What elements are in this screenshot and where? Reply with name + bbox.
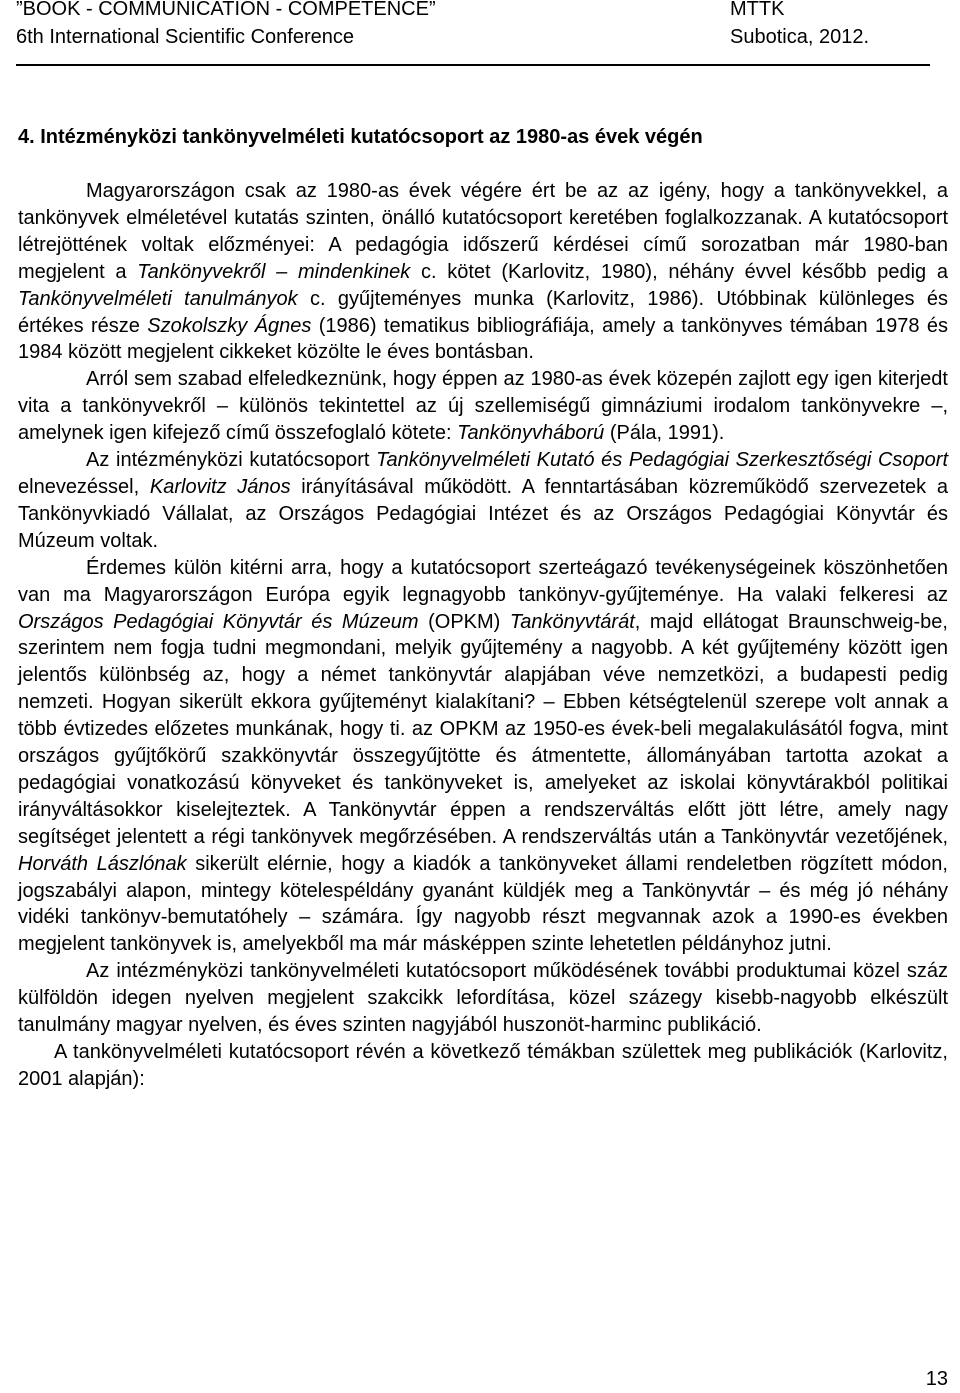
- library-name: Tankönyvtárát: [509, 610, 635, 633]
- paragraph-6: [18, 1039, 948, 1093]
- text-run: A tankönyvelméleti kutatócsoport révén a következő témákban születtek meg publikációk (Karlovitz, 2001 alapján):: [18, 1041, 948, 1090]
- institution-name: Országos Pedagógiai Könyvtár és Múzeum: [18, 610, 419, 633]
- text-run: Arról sem szabad elfeledkeznünk, hogy éppen az 1980-as évek közepén zajlott egy igen kiterjedt vita a tankönyvekről – különös tekintettel az új szellemiségű gimnáziumi irodalom tankönyvekre –, amelynek igen kifejező című összefoglaló kötete:: [18, 368, 948, 445]
- paragraph-5: [18, 958, 948, 1039]
- book-title: Tankönyvelméleti tanulmányok: [18, 287, 298, 310]
- text-run: (OPKM): [418, 610, 510, 633]
- author-name: Szokolszky Ágnes: [147, 314, 312, 337]
- text-run: elnevezéssel,: [18, 475, 150, 498]
- text-run: c. gyűjteményes munka (Karlovitz, 1986). Utóbbinak különleges és értékes része: [18, 287, 949, 337]
- paragraph-4: [18, 555, 948, 959]
- text-run: sikerült elérnie, hogy a kiadók a tankönyveket állami rendeletben rögzített módon, jogszabályi alapon, mintegy kötelespéldány gyanánt küldjék meg a Tankönyvtár – és még jó néhány vidéki tankönyv-bemutatóhely – számára. Így nagyobb részt megvannak azok a 1990-es években megjelent tankönyvek is, amelyekből ma már másképpen szinte lehetetlen példányhoz jutni.: [18, 852, 948, 956]
- page-header: [16, 0, 930, 66]
- location-date: Subotica, 2012.: [730, 26, 869, 48]
- text-run: irányításával működött. A fenntartásában közreműködő szervezetek a Tankönyvkiadó Vállalat, az Országos Pedagógiai Intézet és az Országos Pedagógiai Könyvtár és Múzeum voltak.: [18, 475, 948, 552]
- text-run: c. kötet (Karlovitz, 1980), néhány évvel később pedig a: [410, 260, 948, 283]
- group-name: Tankönyvelméleti Kutató és Pedagógiai Szerkesztőségi Csoport: [376, 449, 949, 472]
- paragraph-1: [18, 178, 948, 366]
- book-title: Tankönyvekről – mindenkinek: [137, 260, 411, 283]
- institution-label: MTTK: [730, 0, 785, 20]
- text-run: Az intézményközi kutatócsoport: [86, 449, 377, 472]
- page-number: 13: [925, 1368, 948, 1390]
- conference-title: ”BOOK - COMMUNICATION - COMPETENCE”: [16, 0, 436, 20]
- text-run: , majd ellátogat Braunschweig-be, szerintem nem fogja tudni megmondani, melyik gyűjtemény a nagyobb. A két gyűjtemény között igen jelentős különbség az, hogy a német tankönyvtár alapjában véve nemzetközi, a budapesti pedig nemzeti. Hogyan sikerült ekkora gyűjteményt kialakítani? – Ebben kétségtelenül szerepe volt annak a több évtizedes előzetes munkának, hogy ti. az OPKM az 1950-es évek-beli megalakulásától fogva, mint országos gyűjtőkörű szakkönyvtár összegyűjtötte és átmentette, állományában tartotta azokat a pedagógiai vonatkozású könyveket és tankönyveket is, amelyeket az iskolai könyvtárakból politikai irányváltásokkor kiselejteztek. A Tankönyvtár éppen a rendszerváltás előtt jött létre, amely nagy segítséget jelentett a régi tankönyvek megőrzésében. A rendszerváltás után a Tankönyvtár vezetőjének,: [18, 610, 948, 848]
- body-text: [18, 178, 948, 1093]
- paragraph-3: [18, 447, 948, 555]
- text-run: Magyarországon csak az 1980-as évek végére ért be az az igény, hogy a tankönyvekkel, a tankönyvek elméletével kutatás szinten, önálló kutatócsoport keretében foglalkozzanak. A kutatócsoport létrejöttének voltak előzményei: A pedagógia időszerű kérdései című sorozatban már 1980-ban megjelent a: [18, 180, 948, 283]
- header-row-1: [16, 0, 930, 22]
- section-heading: 4. Intézményközi tankönyvelméleti kutatócsoport az 1980-as évek végén: [18, 126, 703, 148]
- conference-subtitle: 6th International Scientific Conference: [16, 26, 354, 48]
- text-run: (1986) tematikus bibliográfiája, amely a tankönyves témában 1978 és 1984 között megjelent cikkeket közölte le éves bontásban.: [18, 314, 948, 364]
- person-name: Horváth Lászlónak: [18, 852, 187, 875]
- text-run: Érdemes külön kitérni arra, hogy a kutatócsoport szerteágazó tevékenységeinek köszönhetően van ma Magyarországon Európa egyik legnagyobb tankönyv-gyűjteménye. Ha valaki felkeresi az: [18, 556, 948, 606]
- text-run: (Pála, 1991).: [604, 422, 725, 445]
- paragraph-2: [18, 366, 948, 447]
- text-run: Az intézményközi tankönyvelméleti kutatócsoport működésének további produktumai közel száz külföldön idegen nyelven megjelent szakcikk lefordítása, közel százegy kisebb-nagyobb elkészült tanulmány magyar nyelven, és éves szinten nagyjából huszonöt-harminc publikáció.: [18, 960, 948, 1037]
- header-row-2: [16, 24, 930, 50]
- book-title: Tankönyvháború: [457, 422, 605, 445]
- person-name: Karlovitz János: [149, 475, 291, 498]
